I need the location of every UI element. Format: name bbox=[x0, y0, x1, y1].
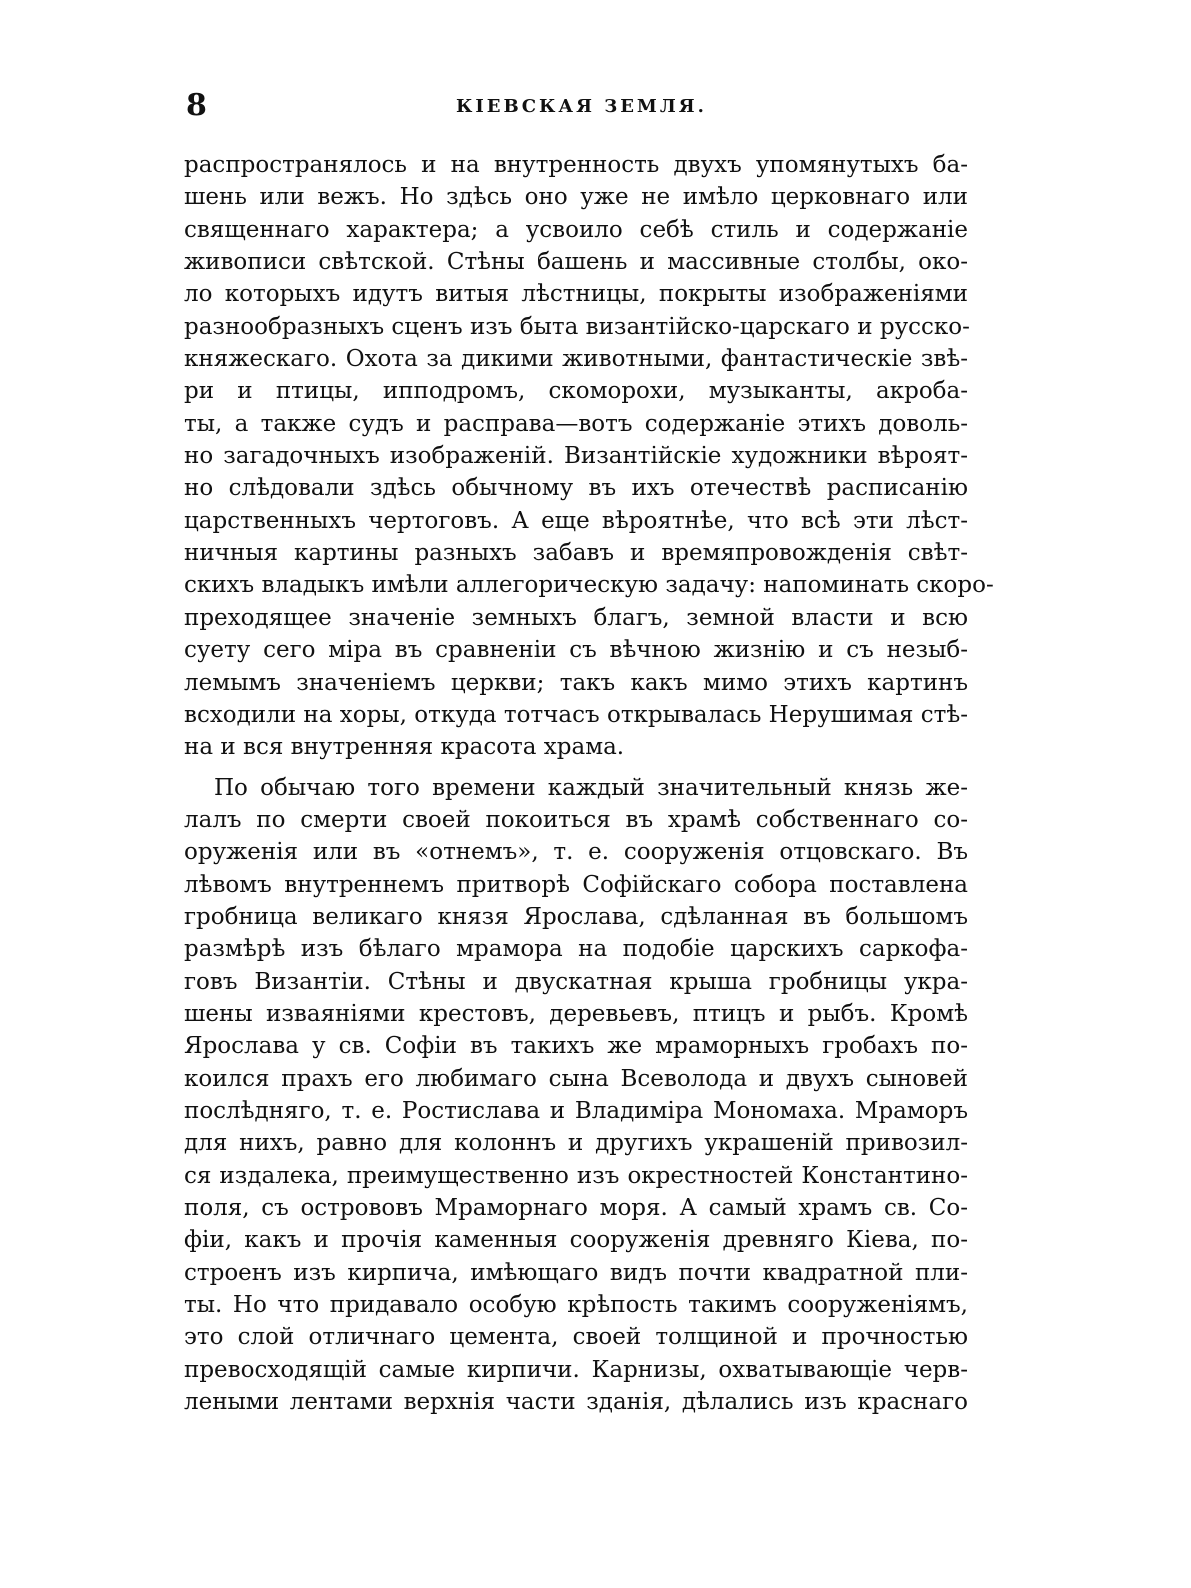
running-title: КІЕВСКАЯ ЗЕМЛЯ. bbox=[456, 96, 707, 117]
page-header bbox=[186, 88, 976, 128]
text-line: Ярослава у св. Софіи въ такихъ же мраморныхъ гробахъ по- bbox=[184, 1033, 968, 1060]
text-line: всходили на хоры, откуда тотчасъ открывалась Нерушимая стѣ- bbox=[184, 701, 968, 728]
body-text bbox=[184, 149, 994, 1418]
text-line: ся издалека, преимущественно изъ окрестностей Константино- bbox=[184, 1162, 968, 1189]
text-line: ты. Но что придавало особую крѣпость такимъ сооруженіямъ, bbox=[184, 1292, 968, 1319]
text-line: превосходящій самые кирпичи. Карнизы, охватывающіе черв- bbox=[184, 1356, 968, 1383]
paragraph-2 bbox=[184, 772, 968, 1419]
text-line: шень или вежъ. Но здѣсь оно уже не имѣло церковнаго или bbox=[184, 184, 968, 211]
text-line: это слой отличнаго цемента, своей толщиной и прочностью bbox=[184, 1324, 968, 1351]
text-line: леными лентами верхнія части зданія, дѣлались изъ краснаго bbox=[184, 1389, 968, 1416]
text-line: лалъ по смерти своей покоиться въ храмѣ собственнаго со- bbox=[184, 806, 968, 833]
text-line: поля, съ острововъ Мраморнаго моря. А самый храмъ св. Со- bbox=[184, 1195, 968, 1221]
text-line: размѣрѣ изъ бѣлаго мрамора на подобіе царскихъ саркофа- bbox=[184, 936, 968, 963]
text-line: но загадочныхъ изображеній. Византійскіе художники вѣроят- bbox=[184, 443, 968, 470]
text-line: скихъ владыкъ имѣли аллегорическую задачу: напоминать скоро- bbox=[184, 572, 994, 599]
text-line: царственныхъ чертоговъ. А еще вѣроятнѣе, что всѣ эти лѣст- bbox=[184, 507, 968, 534]
paragraph-gap bbox=[184, 764, 968, 772]
text-line: лѣвомъ внутреннемъ притворѣ Софійскаго собора поставлена bbox=[184, 871, 968, 898]
text-line: ты, а также судъ и расправа—вотъ содержаніе этихъ доволь- bbox=[184, 410, 968, 437]
paragraph-1 bbox=[184, 149, 994, 764]
text-line: суету сего міра въ сравненіи съ вѣчною жизнію и съ незыб- bbox=[184, 637, 968, 664]
text-line: ри и птицы, ипподромъ, скоморохи, музыканты, акроба- bbox=[184, 378, 968, 405]
text-line: для нихъ, равно для колоннъ и другихъ украшеній привозил- bbox=[184, 1130, 968, 1157]
text-line: фіи, какъ и прочія каменныя сооруженія древняго Кіева, по- bbox=[184, 1227, 968, 1254]
text-line: послѣдняго, т. е. Ростислава и Владиміра Мономаха. Мраморъ bbox=[184, 1097, 968, 1124]
page-number: 8 bbox=[186, 88, 207, 123]
text-line: княжескаго. Охота за дикими животными, фантастическіе звѣ- bbox=[184, 346, 968, 373]
text-line: разнообразныхъ сценъ изъ быта византійско-царскаго и русско- bbox=[184, 313, 970, 340]
text-line: преходящее значеніе земныхъ благъ, земной власти и всю bbox=[184, 604, 968, 631]
text-line: ничныя картины разныхъ забавъ и времяпровожденія свѣт- bbox=[184, 540, 968, 567]
text-line: строенъ изъ кирпича, имѣющаго видъ почти квадратной пли- bbox=[184, 1259, 968, 1286]
text-line: гробница великаго князя Ярослава, сдѣланная въ большомъ bbox=[184, 903, 968, 930]
text-line: коился прахъ его любимаго сына Всеволода и двухъ сыновей bbox=[184, 1065, 968, 1092]
text-line: оруженія или въ «отнемъ», т. е. сооруженія отцовскаго. Въ bbox=[184, 839, 968, 866]
text-line: говъ Византіи. Стѣны и двускатная крыша гробницы укра- bbox=[184, 968, 968, 995]
text-line: священнаго характера; а усвоило себѣ стиль и содержаніе bbox=[184, 216, 968, 243]
text-line: шены изваяніями крестовъ, деревьевъ, птицъ и рыбъ. Кромѣ bbox=[184, 1000, 968, 1027]
text-line: распространялось и на внутренность двухъ упомянутыхъ ба- bbox=[184, 152, 968, 178]
text-line: живописи свѣтской. Стѣны башень и массивные столбы, око- bbox=[184, 249, 968, 276]
text-line: на и вся внутренняя красота храма. bbox=[184, 734, 625, 761]
text-line: По обычаю того времени каждый значительный князь же- bbox=[214, 774, 968, 801]
text-line: лемымъ значеніемъ церкви; такъ какъ мимо этихъ картинъ bbox=[184, 669, 968, 696]
text-line: ло которыхъ идутъ витыя лѣстницы, покрыты изображеніями bbox=[184, 281, 968, 308]
text-line: но слѣдовали здѣсь обычному въ ихъ отечествѣ расписанію bbox=[184, 475, 968, 502]
